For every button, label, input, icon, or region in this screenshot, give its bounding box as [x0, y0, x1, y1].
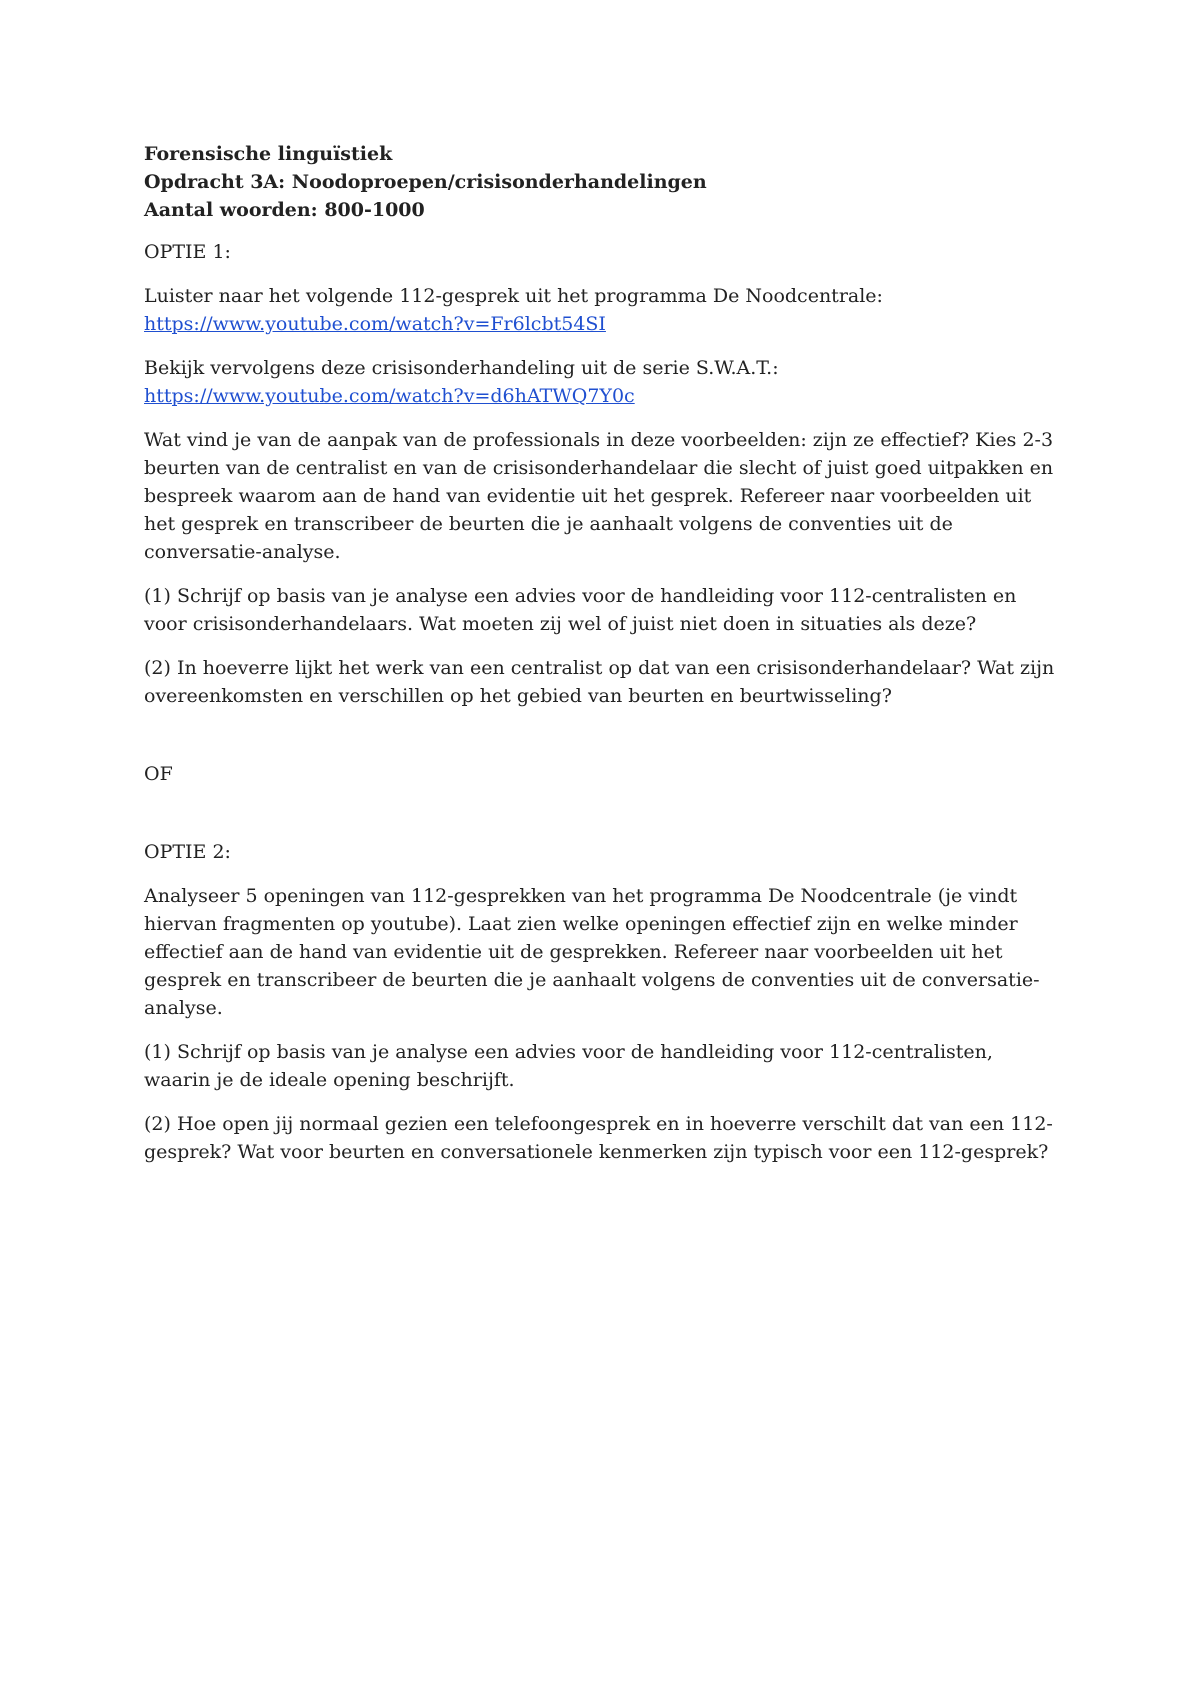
- option-2-task: Analyseer 5 openingen van 112-gesprekken van het programma De Noodcentrale (je vindt hiervan fragmenten op youtube). Laat zien welke openingen effectief zijn en welke minder effectief aan de hand van evidentie uit de gesprekken. Refereer naar voorbeelden uit het gesprek en transcribeer de beurten die je aanhaalt volgens de conventies uit de conversatie-analyse.: [144, 885, 1040, 1019]
- spacer: [144, 804, 1064, 838]
- option-1-task: Wat vind je van de aanpak van de professionals in deze voorbeelden: zijn ze effectief? Kies 2-3 beurten van de centralist en van de crisisonderhandelaar die slecht of juist goed uitpakken en bespreek waarom aan de hand van evidentie uit het gesprek. Refereer naar voorbeelden uit het gesprek en transcribeer de beurten die je aanhaalt volgens de conventies uit de conversatie-analyse.: [144, 429, 1054, 563]
- option-1-watch-paragraph: [144, 354, 1064, 410]
- document-page: [144, 140, 1064, 1182]
- option-1-label: OPTIE 1:: [144, 241, 231, 263]
- assignment-title: Opdracht 3A: Noodoproepen/crisisonderhandelingen: [144, 171, 707, 193]
- option-1-listen-link[interactable]: https://www.youtube.com/watch?v=Fr6lcbt54SI: [144, 313, 606, 335]
- option-1-question-2: (2) In hoeverre lijkt het werk van een centralist op dat van een crisisonderhandelaar? Wat zijn overeenkomsten en verschillen op het gebied van beurten en beurtwisseling?: [144, 657, 1055, 707]
- spacer: [144, 726, 1064, 760]
- option-2-question-1: (1) Schrijf op basis van je analyse een advies voor de handleiding voor 112-centralisten, waarin je de ideale opening beschrijft.: [144, 1041, 993, 1091]
- word-count: Aantal woorden: 800-1000: [144, 199, 425, 221]
- document-header: [144, 140, 1064, 224]
- option-1-watch-text: Bekijk vervolgens deze crisisonderhandeling uit de serie S.W.A.T.:: [144, 357, 779, 379]
- option-2-question-2: (2) Hoe open jij normaal gezien een telefoongesprek en in hoeverre verschilt dat van een 112-gesprek? Wat voor beurten en conversationele kenmerken zijn typisch voor een 112-gesprek?: [144, 1113, 1053, 1163]
- or-separator: OF: [144, 763, 173, 785]
- option-1-listen-paragraph: [144, 282, 1064, 338]
- course-title: Forensische linguïstiek: [144, 143, 393, 165]
- option-1-question-1: (1) Schrijf op basis van je analyse een advies voor de handleiding voor 112-centralisten en voor crisisonderhandelaars. Wat moeten zij wel of juist niet doen in situaties als deze?: [144, 585, 1017, 635]
- option-2-label: OPTIE 2:: [144, 841, 231, 863]
- option-1-listen-text: Luister naar het volgende 112-gesprek uit het programma De Noodcentrale:: [144, 285, 883, 307]
- option-1-watch-link[interactable]: https://www.youtube.com/watch?v=d6hATWQ7Y0c: [144, 385, 635, 407]
